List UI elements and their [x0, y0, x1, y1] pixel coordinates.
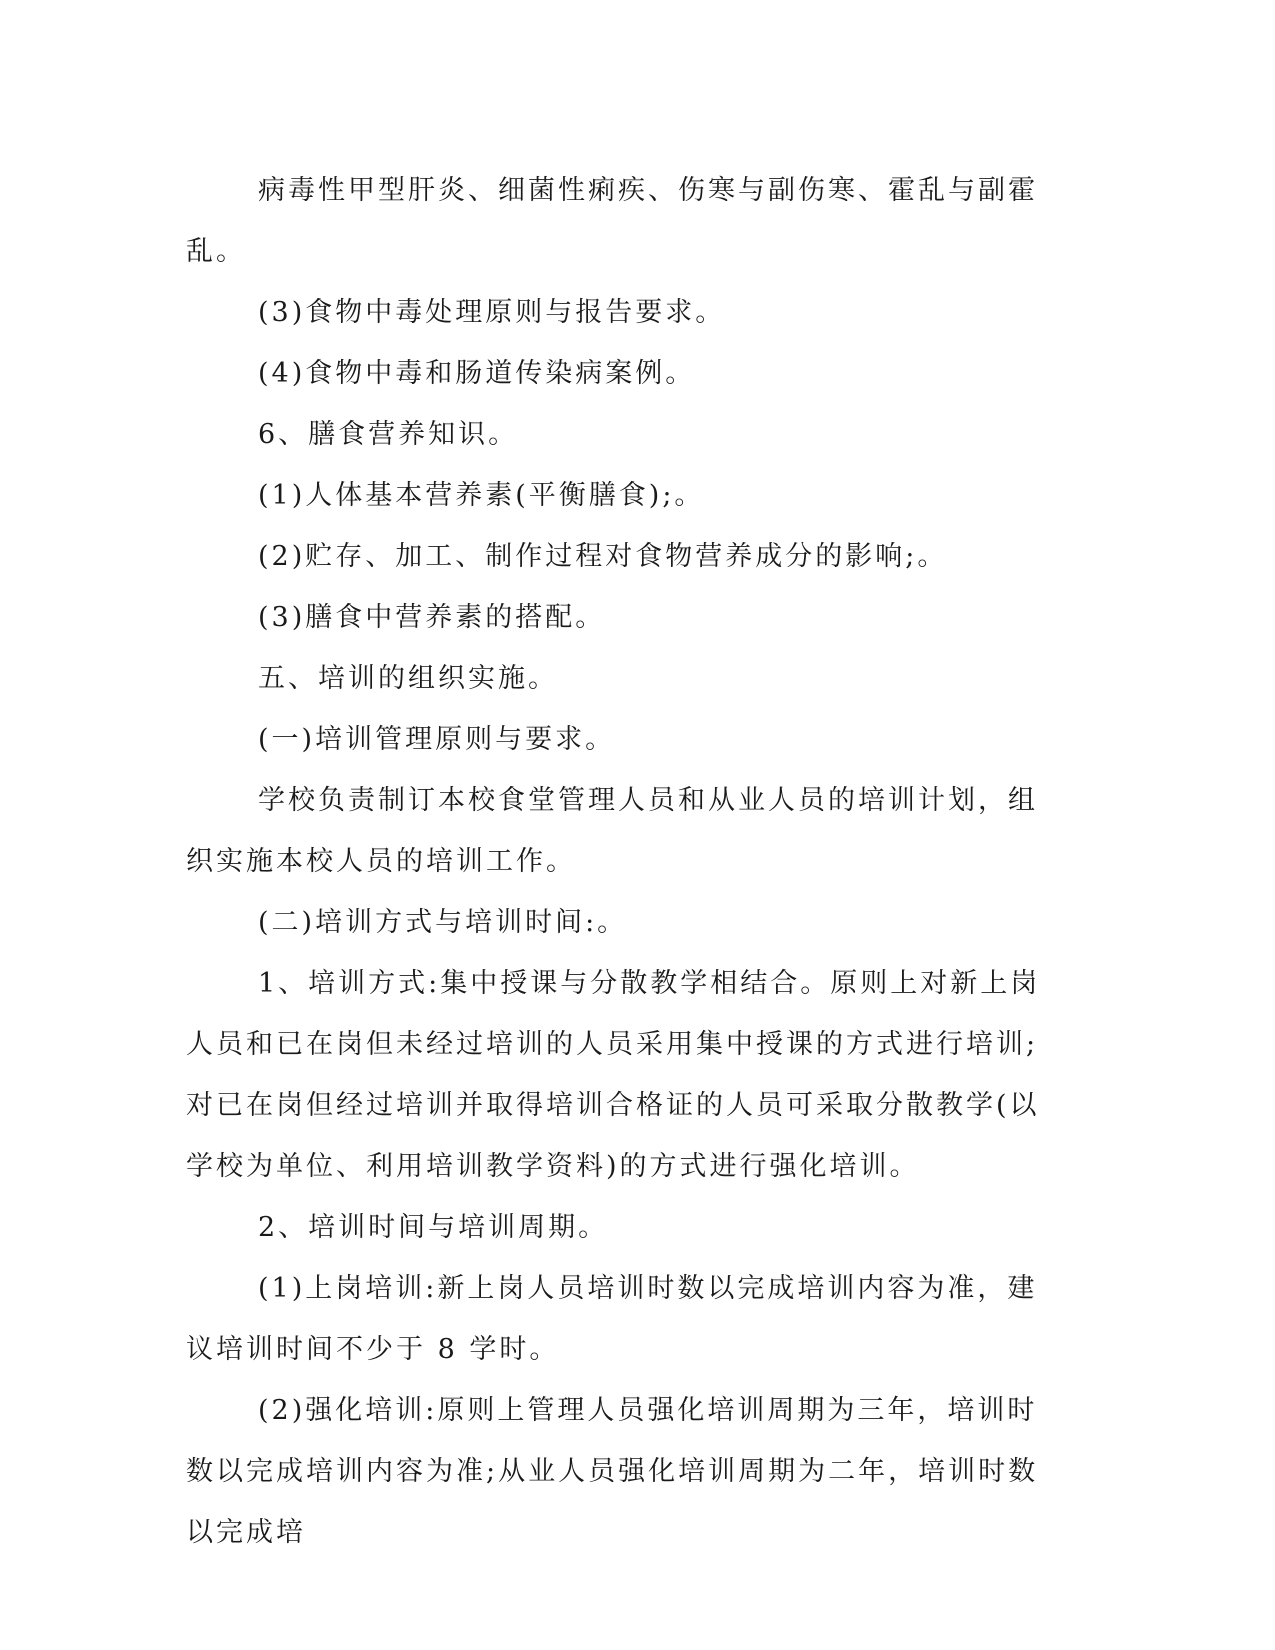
paragraph-disease-list: 病毒性甲型肝炎、细菌性痢疾、伤寒与副伤寒、霍乱与副霍乱。	[186, 175, 1038, 267]
paragraph-school-responsibility: 学校负责制订本校食堂管理人员和从业人员的培训计划，组织实施本校人员的培训工作。	[186, 785, 1038, 877]
paragraph-item-2-storage: (2)贮存、加工、制作过程对食物营养成分的影响;。	[258, 541, 948, 572]
paragraph-onboarding-training: (1)上岗培训:新上岗人员培训时数以完成培训内容为准，建议培训时间不少于 8 学时。	[186, 1273, 1038, 1365]
paragraph-subsection-two: (二)培训方式与培训时间:。	[258, 907, 628, 938]
paragraph-item-1-nutrients: (1)人体基本营养素(平衡膳食);。	[258, 480, 705, 511]
paragraph-item-3-combination: (3)膳食中营养素的搭配。	[258, 602, 606, 633]
paragraph-item-3-poisoning-handling: (3)食物中毒处理原则与报告要求。	[258, 297, 726, 328]
paragraph-subsection-one: (一)培训管理原则与要求。	[258, 724, 616, 755]
paragraph-training-period: 2、培训时间与培训周期。	[258, 1212, 609, 1243]
document-body	[186, 160, 1066, 1563]
paragraph-section-6-nutrition: 6、膳食营养知识。	[258, 419, 519, 450]
paragraph-intensive-training: (2)强化培训:原则上管理人员强化培训周期为三年，培训时数以完成培训内容为准;从业人员强化培训周期为二年，培训时数以完成培	[186, 1395, 1039, 1548]
paragraph-training-method: 1、培训方式:集中授课与分散教学相结合。原则上对新上岗人员和已在岗但未经过培训的人员采用集中授课的方式进行培训;对已在岗但经过培训并取得培训合格证的人员可采取分散教学(以学校为单位、利用培训教学资料)的方式进行强化培训。	[186, 968, 1041, 1182]
paragraph-item-4-cases: (4)食物中毒和肠道传染病案例。	[258, 358, 696, 389]
paragraph-section-five-heading: 五、培训的组织实施。	[258, 663, 558, 694]
